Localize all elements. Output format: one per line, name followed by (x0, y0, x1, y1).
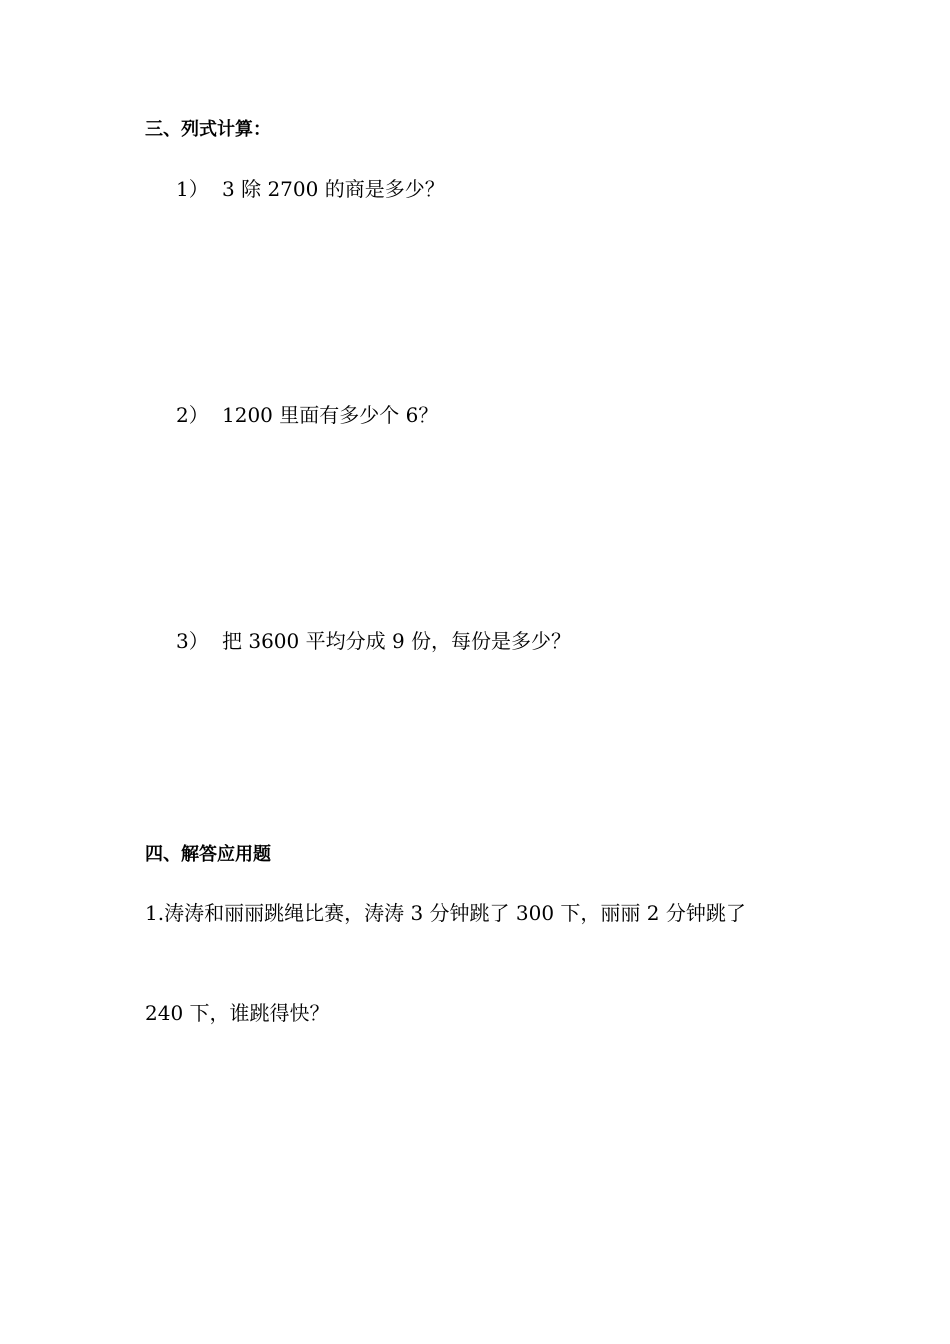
problem-text: 3 除 2700 的商是多少？ (222, 177, 445, 201)
section-4-heading: 四、解答应用题 (145, 844, 271, 865)
word-problem-1-line-2: 240 下，谁跳得快？ (145, 1001, 330, 1025)
calc-problem-1 (176, 176, 445, 202)
word-problem-1-line-1: 1.涛涛和丽丽跳绳比赛，涛涛 3 分钟跳了 300 下，丽丽 2 分钟跳了 (145, 901, 746, 925)
calc-problem-3 (176, 628, 571, 654)
problem-text: 1200 里面有多少个 6？ (222, 403, 439, 427)
problem-number: 3） (176, 629, 209, 653)
problem-text: 把 3600 平均分成 9 份，每份是多少？ (222, 629, 572, 653)
calc-problem-2 (176, 402, 438, 428)
problem-number: 1） (176, 177, 209, 201)
section-3-heading: 三、列式计算： (145, 119, 271, 140)
problem-number: 2） (176, 403, 209, 427)
